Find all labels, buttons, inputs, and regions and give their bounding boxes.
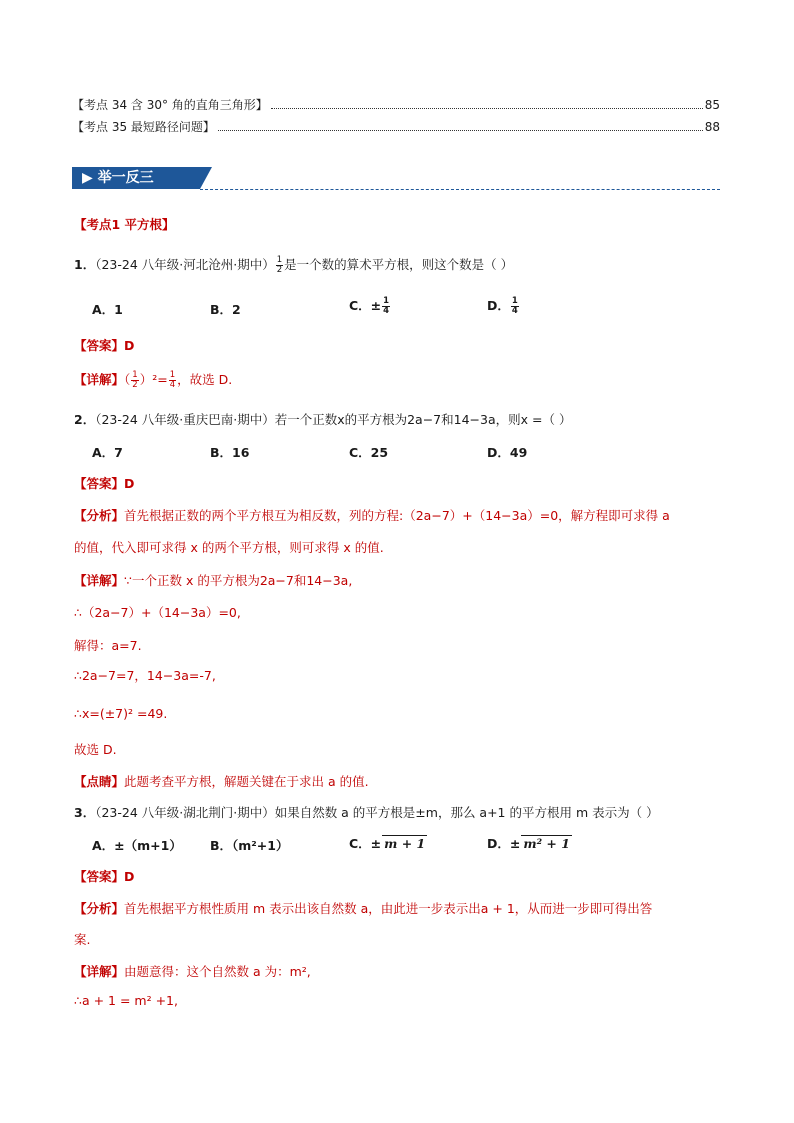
- option-c: C．± m + 1: [349, 836, 426, 851]
- toc-label: 【考点 35 最短路径问题】: [72, 120, 215, 134]
- option-b: B．（m²+1）: [210, 838, 289, 853]
- detail-tag: 【详解】: [74, 573, 125, 588]
- detail-line-2: ∴（2a−7）+（14−3a）=0,: [74, 605, 241, 620]
- detail-line-1: 【详解】∵一个正数 x 的平方根为2a−7和14−3a,: [74, 573, 353, 588]
- answer-line: 【答案】D: [74, 476, 135, 491]
- toc-label: 【考点 34 含 30° 角的直角三角形】: [72, 98, 268, 112]
- detail-line-1: 【详解】由题意得：这个自然数 a 为：m²,: [74, 964, 311, 979]
- option-d: D．± m² + 1: [487, 836, 570, 851]
- question-number: 2．: [74, 412, 96, 427]
- option-d: D．49: [487, 445, 528, 460]
- detail-line-5: ∴x=(±7)² =49.: [74, 706, 168, 721]
- question-text: 是一个数的算术平方根，则这个数是（ ）: [284, 257, 514, 272]
- question-3-stem: [74, 803, 659, 821]
- answer-value: D: [124, 338, 135, 353]
- answer-tag: 【答案】: [74, 338, 125, 353]
- option-a: A．7: [92, 445, 123, 460]
- toc-entry-34[interactable]: [72, 96, 720, 113]
- section-title: 【考点1 平方根】: [74, 217, 175, 232]
- banner-title: ▶ 举一反三: [72, 167, 200, 189]
- analysis-tag: 【分析】: [74, 901, 125, 916]
- radical: m + 1: [384, 836, 426, 851]
- option-a: A．±（m+1）: [92, 838, 182, 853]
- question-text: （23-24 八年级·重庆巴南·期中）若一个正数x的平方根为2a−7和14−3a，则x =（ ）: [95, 412, 572, 427]
- detail-line-2: ∴a + 1 = m² +1,: [74, 993, 178, 1008]
- remark-line: 【点睛】此题考查平方根，解题关键在于求出 a 的值.: [74, 774, 369, 789]
- remark-tag: 【点睛】: [74, 774, 125, 789]
- option-b: B．16: [210, 445, 250, 460]
- toc-page: 88: [704, 120, 720, 134]
- toc-leader: [271, 108, 703, 109]
- analysis-line-1: 【分析】首先根据平方根性质用 m 表示出该自然数 a，由此进一步表示出a + 1，从而进一步即可得出答: [74, 901, 653, 916]
- toc-entry-35[interactable]: [72, 118, 720, 135]
- analysis-line-2: 的值，代入即可求得 x 的两个平方根，则可求得 x 的值.: [74, 540, 384, 555]
- detail-line: 【详解】（ $\frac{1}{2}$ ）²= $\frac{1}{4}$ ，故选 D.: [74, 370, 233, 390]
- radical: m² + 1: [523, 836, 570, 851]
- detail-line-4: ∴2a−7=7，14−3a=-7,: [74, 668, 216, 683]
- option-d: D． $\frac{1}{4}$: [487, 296, 518, 316]
- answer-line: [74, 336, 134, 354]
- detail-line-6: 故选 D.: [74, 742, 117, 757]
- banner-rule: [200, 189, 720, 190]
- option-a: A．1: [92, 302, 123, 317]
- toc-leader: [218, 130, 703, 131]
- question-1-stem: [74, 255, 513, 275]
- option-b: B．2: [210, 302, 241, 317]
- banner-wedge: [200, 167, 212, 189]
- section-banner: [72, 166, 720, 192]
- fraction: $\frac{1}{2}$: [276, 255, 283, 275]
- detail-line-3: 解得：a=7.: [74, 638, 142, 653]
- question-source: （23-24 八年级·河北沧州·期中）: [95, 257, 275, 272]
- analysis-line-2: 案.: [74, 932, 91, 947]
- question-number: 3．: [74, 805, 96, 820]
- option-c: C．± $\frac{1}{4}$: [349, 296, 390, 316]
- detail-tag: 【详解】: [74, 372, 125, 387]
- detail-tag: 【详解】: [74, 964, 125, 979]
- option-c: C．25: [349, 445, 389, 460]
- question-text: （23-24 八年级·湖北荆门·期中）如果自然数 a 的平方根是±m，那么 a+1 的平方根用 m 表示为（ ）: [95, 805, 659, 820]
- toc-page: 85: [704, 98, 720, 112]
- question-number: 1．: [74, 257, 96, 272]
- analysis-tag: 【分析】: [74, 508, 125, 523]
- answer-line: 【答案】D: [74, 869, 135, 884]
- analysis-line-1: 【分析】首先根据正数的两个平方根互为相反数，列的方程:（2a−7）+（14−3a）=0，解方程即可求得 a: [74, 508, 670, 523]
- question-2-stem: [74, 410, 571, 428]
